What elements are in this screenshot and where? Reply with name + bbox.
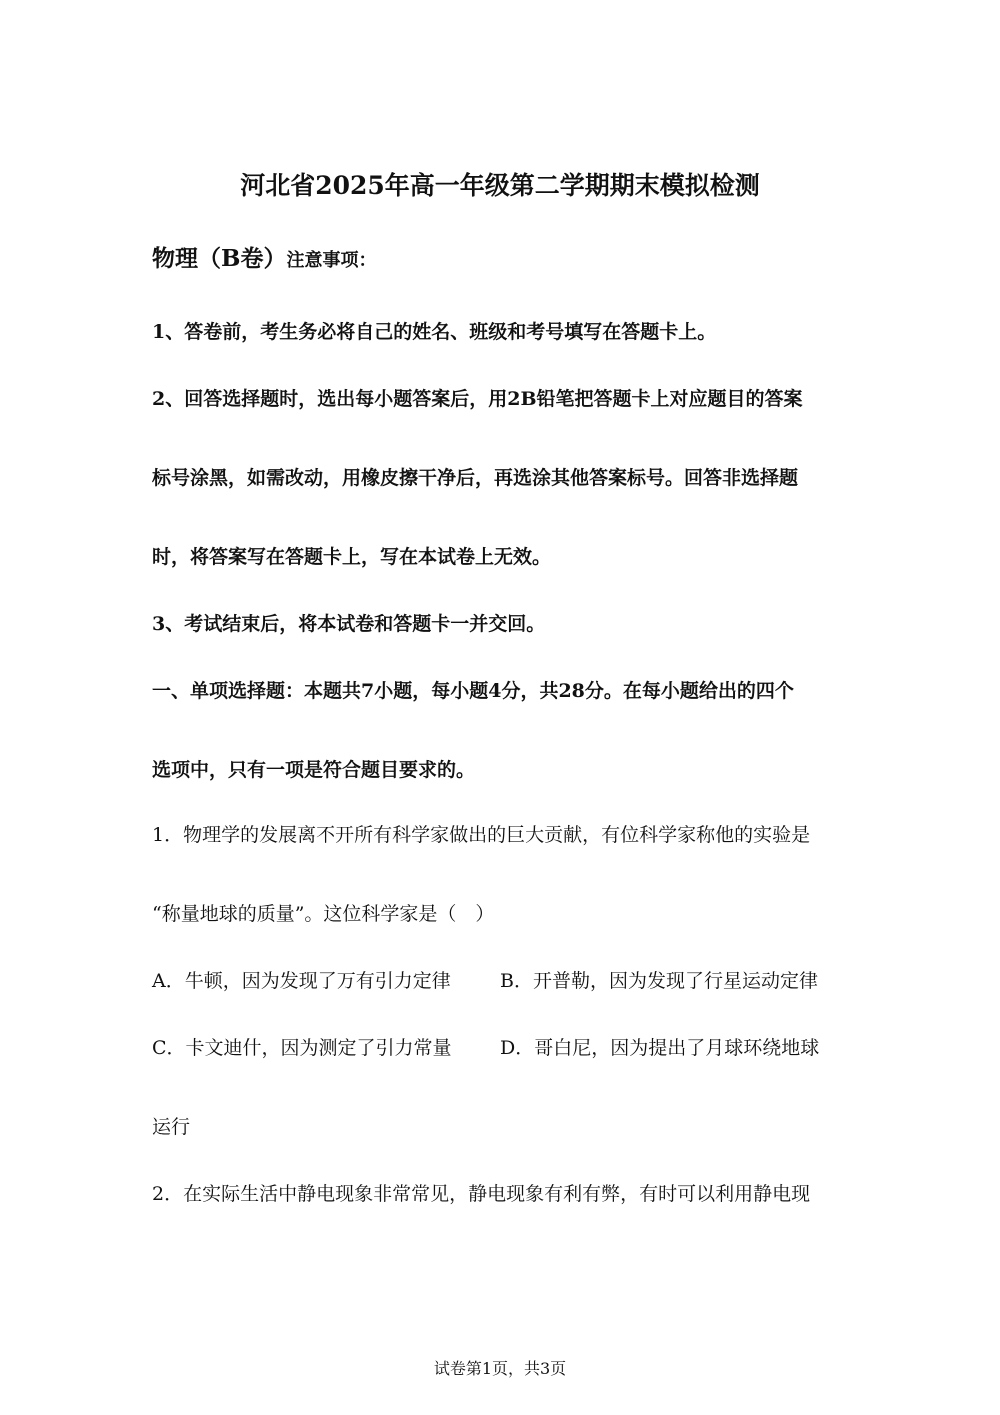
section-heading-line-2: 选项中，只有一项是符合题目要求的。 [152,759,476,781]
subject-line [152,240,376,273]
question-1-option-b: B．开普勒，因为发现了行星运动定律 [500,970,818,992]
question-1-option-a: A．牛顿，因为发现了万有引力定律 [152,970,451,992]
notice-item-1: 1、答卷前，考生务必将自己的姓名、班级和考号填写在答题卡上。 [152,321,717,343]
notice-label: 注意事项： [286,250,377,271]
exam-title: 河北省2025年高一年级第二学期期末模拟检测 [240,171,760,200]
question-1-option-d-continued: 运行 [152,1116,191,1138]
notice-item-2-line-2: 标号涂黑，如需改动，用橡皮擦干净后，再选涂其他答案标号。回答非选择题 [152,467,799,489]
notice-item-2-line-1: 2、回答选择题时，选出每小题答案后，用2B铅笔把答题卡上对应题目的答案 [152,388,803,410]
question-1-stem-line-1: 1．物理学的发展离不开所有科学家做出的巨大贡献，有位科学家称他的实验是 [152,824,811,846]
question-2-stem-line-1: 2．在实际生活中静电现象非常常见，静电现象有利有弊，有时可以利用静电现 [152,1183,811,1205]
page-footer: 试卷第1页，共3页 [433,1359,567,1378]
question-1-stem-line-2: “称量地球的质量”。这位科学家是（ ） [152,903,495,925]
notice-item-2-line-3: 时，将答案写在答题卡上，写在本试卷上无效。 [152,546,552,568]
section-heading-line-1: 一、单项选择题：本题共7小题，每小题4分，共28分。在每小题给出的四个 [152,680,794,702]
question-1-option-d: D．哥白尼，因为提出了月球环绕地球 [500,1037,820,1059]
notice-item-3: 3、考试结束后，将本试卷和答题卡一并交回。 [152,613,546,635]
question-1-option-c: C．卡文迪什，因为测定了引力常量 [152,1037,452,1059]
subject-label: 物理（B卷） [152,245,287,272]
